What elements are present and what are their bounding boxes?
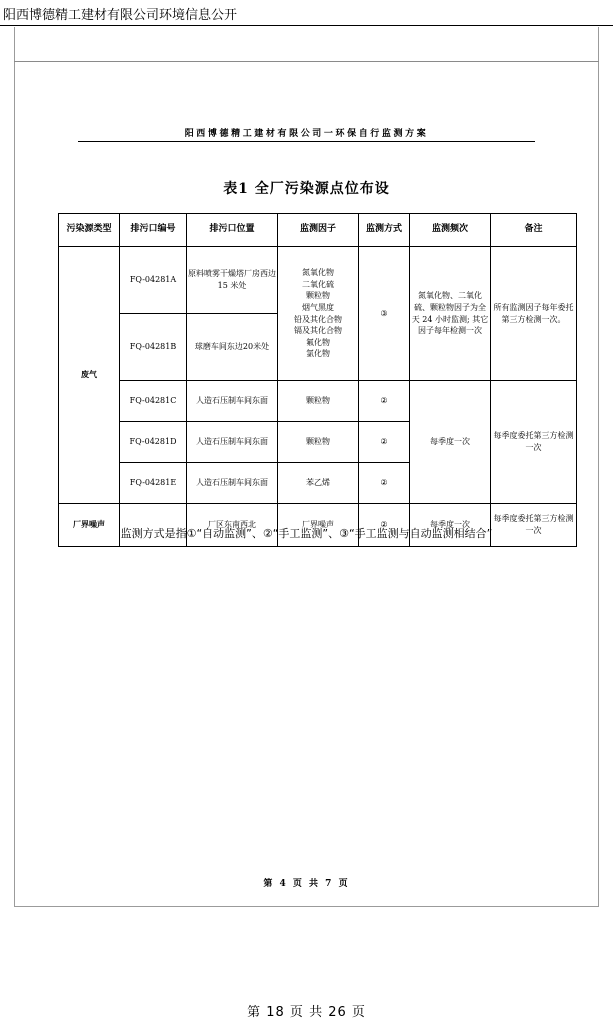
cell-location-b: 球磨车间东边20米处 (187, 314, 278, 381)
cell-location-d: 人造石压制车间东面 (187, 422, 278, 463)
col-header-remark: 备注 (491, 214, 577, 247)
cell-factors-noise: 厂界噪声 (278, 504, 359, 547)
cell-remark-ab: 所有监测因子每年委托第三方检测一次。 (491, 247, 577, 381)
cell-type-noise: 厂界噪声 (59, 504, 120, 547)
cell-location-a: 原料喷雾干燥塔厂房西边 15 米处 (187, 247, 278, 314)
factor-item: 氯化物 (306, 349, 330, 359)
col-header-type: 污染源类型 (59, 214, 120, 247)
cell-factors-c: 颗粒物 (278, 381, 359, 422)
factor-item: 氮氧化物 (302, 268, 334, 278)
cell-type-waste-gas: 废气 (59, 247, 120, 504)
document-running-title-underline (78, 141, 535, 142)
table-row (59, 381, 577, 422)
table-caption: 表1 全厂污染源点位布设 (223, 181, 390, 197)
cell-code-c: FQ-04281C (120, 381, 187, 422)
table-row (59, 247, 577, 314)
factor-item: 颗粒物 (306, 291, 330, 301)
page-indicator: 第 18 页 共 26 页 (247, 1005, 366, 1020)
cell-method-noise: ② (359, 504, 410, 547)
cell-method-ab: ③ (359, 247, 410, 381)
table-note: 监测方式是指①“自动监测”、②“手工监测”、③“手工监测与自动监测相结合” (120, 527, 493, 540)
cell-code-b: FQ-04281B (120, 314, 187, 381)
cell-method-c: ② (359, 381, 410, 422)
factor-item: 镉及其化合物 (294, 326, 342, 336)
col-header-factors: 监测因子 (278, 214, 359, 247)
col-header-frequency: 监测频次 (410, 214, 491, 247)
pollution-source-table (58, 213, 577, 547)
page-header (0, 0, 613, 26)
cell-frequency-ab: 氮氧化物、二氧化硫、颗粒物因子为全天 24 小时监测; 其它因子每年检测一次 (410, 247, 491, 381)
table-header-row (59, 214, 577, 247)
factor-item: 铅及其化合物 (294, 314, 342, 324)
cell-factors-d: 颗粒物 (278, 422, 359, 463)
header-title: 阳西博德精工建材有限公司环境信息公开 (3, 8, 238, 23)
cell-location-c: 人造石压制车间东面 (187, 381, 278, 422)
cell-method-e: ② (359, 463, 410, 504)
header-divider-rule (14, 61, 599, 62)
col-header-code: 排污口编号 (120, 214, 187, 247)
cell-factors-e: 苯乙烯 (278, 463, 359, 504)
cell-code-e: FQ-04281E (120, 463, 187, 504)
cell-code-a: FQ-04281A (120, 247, 187, 314)
cell-method-d: ② (359, 422, 410, 463)
document-running-title: 阳西博德精工建材有限公司一环保自行监测方案 (184, 129, 429, 139)
cell-remark-cde: 每季度委托第三方检测一次 (491, 381, 577, 504)
factor-item: 烟气黑度 (302, 302, 334, 312)
factor-item: 氟化物 (306, 337, 330, 347)
cell-frequency-cde: 每季度一次 (410, 381, 491, 504)
cell-location-e: 人造石压制车间东面 (187, 463, 278, 504)
col-header-method: 监测方式 (359, 214, 410, 247)
cell-remark-noise: 每季度委托第三方检测一次 (491, 504, 577, 547)
inner-page-number: 第 4 页 共 7 页 (263, 879, 350, 889)
col-header-location: 排污口位置 (187, 214, 278, 247)
cell-factors-ab (278, 247, 359, 381)
cell-location-noise: 厂区东南西北 (187, 504, 278, 547)
cell-frequency-noise: 每季度一次 (410, 504, 491, 547)
cell-code-d: FQ-04281D (120, 422, 187, 463)
factor-item: 二氧化硫 (302, 279, 334, 289)
